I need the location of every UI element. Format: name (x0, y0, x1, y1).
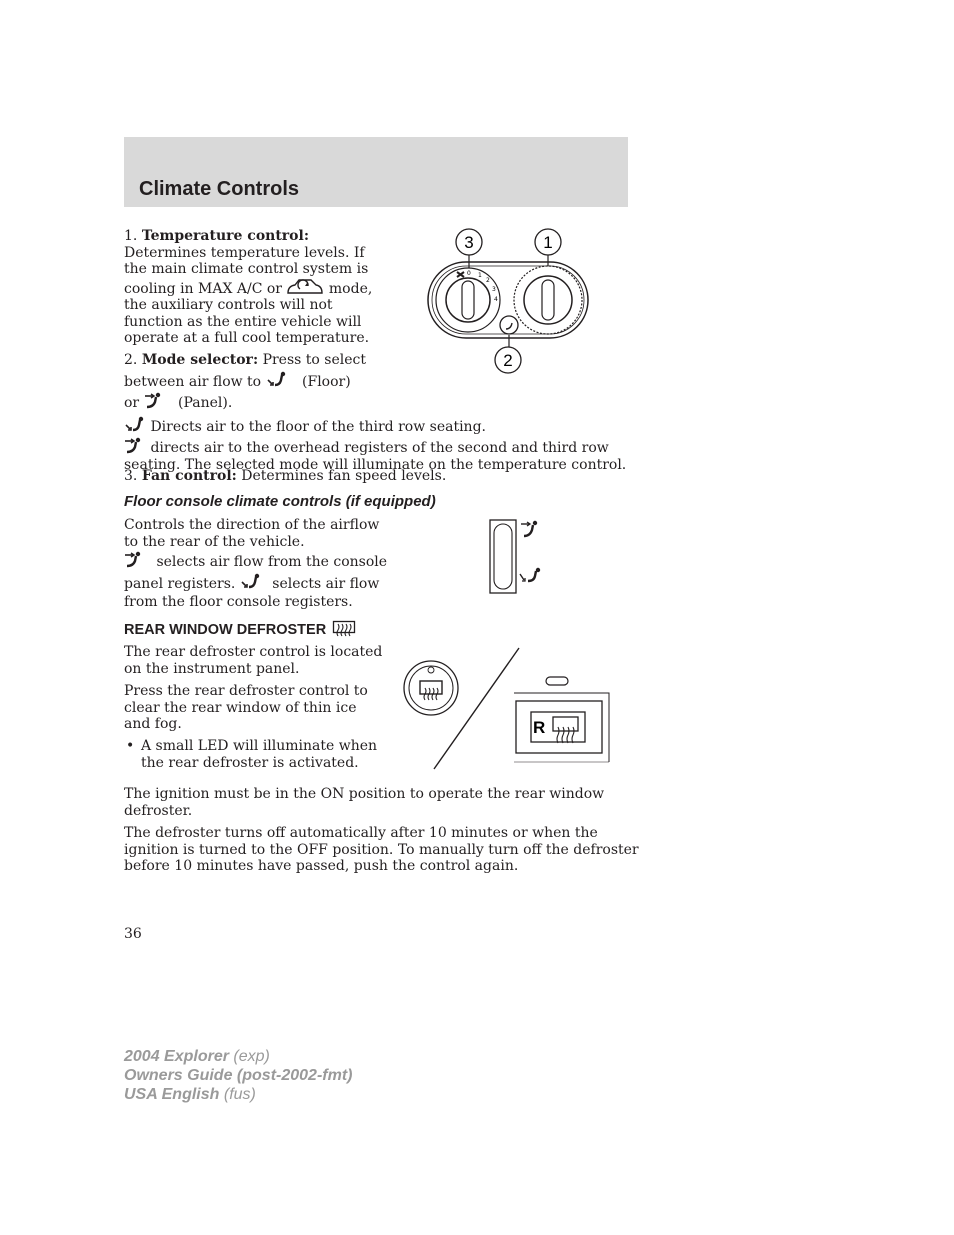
bullet-mark: • (126, 738, 135, 754)
rear-defroster-icon (332, 620, 356, 638)
floor-airflow-icon (124, 416, 146, 434)
temperature-control-dial[interactable] (514, 266, 582, 334)
mode-selector-button[interactable] (500, 316, 518, 334)
floor-airflow-icon (266, 371, 288, 389)
rear-label-r: R (533, 718, 546, 737)
fan-speed-tick: 3 (492, 286, 496, 293)
fan-control-description: 3. Fan control: Determines fan speed levels. (124, 468, 447, 484)
fan-speed-tick: 1 (478, 272, 482, 279)
callout-1: 1 (543, 233, 553, 252)
rear-defroster-led (546, 677, 568, 685)
panel-airflow-icon (144, 392, 166, 410)
page-number: 36 (124, 926, 142, 942)
rear-defroster-icon (553, 717, 578, 743)
auxiliary-climate-control-figure (420, 225, 600, 380)
floor-console-slider[interactable] (494, 524, 512, 589)
callout-3: 3 (464, 233, 474, 252)
ignition-requirement-text: The ignition must be in the ON position to operate the rear window defroster. (124, 786, 605, 819)
document-footer: 2004 Explorer (exp) Owners Guide (post-2002-fmt) USA English (fus) (124, 1048, 353, 1103)
section-title: Climate Controls (139, 178, 300, 200)
fan-speed-tick: 0 (467, 270, 471, 277)
rear-defroster-heading: REAR WINDOW DEFROSTER (124, 620, 356, 638)
auto-off-text: The defroster turns off automatically after 10 minutes or when the ignition is turned to the OFF position. To manually turn off the defroster before 10 minutes have passed, push the control again. (124, 825, 639, 874)
temperature-control-description: 1. Temperature control: Determines temperature levels. If the main climate control system is cooling in MAX A/C or mode, the auxiliary controls will not function as the entire vehicle will operate at a full cool temperature. (124, 228, 373, 346)
rear-defroster-led-bullet: A small LED will illuminate when the rear defroster is activated. (141, 738, 378, 771)
fan-control-dial[interactable] (436, 268, 500, 332)
floor-airflow-icon (520, 568, 540, 581)
max-ac-icon (286, 278, 324, 296)
floor-console-control-figure (486, 518, 548, 596)
fan-speed-tick: 2 (486, 277, 490, 284)
mode-selector-description: 2. Mode selector: Press to select between air flow to (Floor) or (Panel). Directs air to the floor of the third row seating. directs air to the overhead registers of the second and third row seating. The selected mode will illuminate on the temperature control. (124, 352, 627, 473)
panel-airflow-icon (124, 437, 146, 455)
floor-console-description: Controls the direction of the airflow to the rear of the vehicle. selects air flow from the console panel registers. selects air flow from the floor console registers. (124, 517, 388, 610)
callout-2: 2 (503, 351, 513, 370)
fan-speed-tick: 4 (494, 296, 498, 303)
rear-defroster-control-figure (400, 645, 615, 773)
rear-defroster-button[interactable] (420, 681, 442, 700)
rear-defroster-usage-text: Press the rear defroster control to clear the rear window of thin ice and fog. (124, 683, 368, 732)
panel-airflow-icon (521, 521, 537, 536)
floor-console-heading: Floor console climate controls (if equipped) (124, 493, 436, 510)
panel-airflow-icon (124, 551, 146, 569)
floor-airflow-icon (240, 573, 262, 591)
rear-defroster-location-text: The rear defroster control is located on the instrument panel. (124, 644, 383, 677)
